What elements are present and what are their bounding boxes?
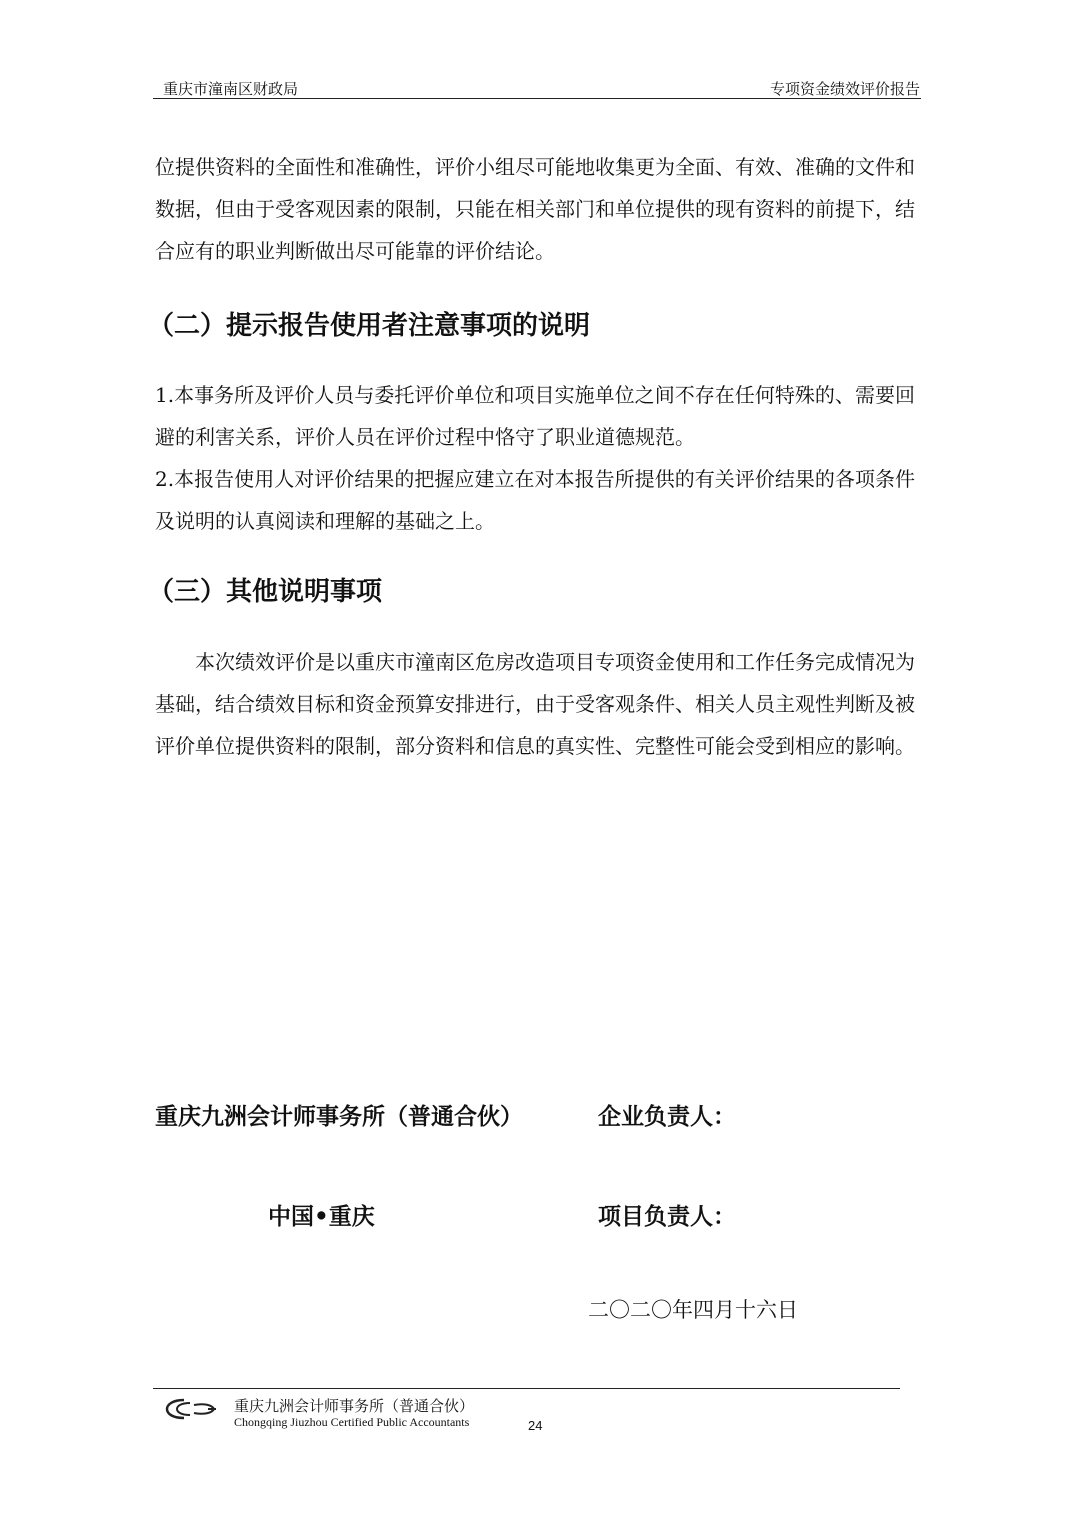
signature-firm: 重庆九洲会计师事务所（普通合伙）	[155, 1103, 523, 1130]
signature-date: 二〇二〇年四月十六日	[588, 1298, 798, 1322]
section3-heading: （三）其他说明事项	[148, 577, 383, 607]
signature-enterprise-lead: 企业负责人：	[598, 1103, 736, 1130]
footer-firm-en: Chongqing Jiuzhou Certified Public Accountants	[234, 1415, 470, 1429]
signature-location: 中国•重庆	[268, 1203, 375, 1230]
header-right-text: 专项资金绩效评价报告	[769, 80, 920, 98]
section3-paragraph: 本次绩效评价是以重庆市潼南区危房改造项目专项资金使用和工作任务完成情况为基础，结合绩效目标和资金预算安排进行，由于受客观条件、相关人员主观性判断及被评价单位提供资料的限制，部分资料和信息的真实性、完整性可能会受到相应的影响。	[155, 650, 915, 758]
section2-item-1: 1.本事务所及评价人员与委托评价单位和项目实施单位之间不存在任何特殊的、需要回避的利害关系，评价人员在评价过程中恪守了职业道德规范。	[155, 383, 915, 449]
page-number: 24	[528, 1418, 543, 1433]
section2-item-2: 2.本报告使用人对评价结果的把握应建立在对本报告所提供的有关评价结果的各项条件及说明的认真阅读和理解的基础之上。	[155, 467, 915, 533]
section2-heading: （二）提示报告使用者注意事项的说明	[148, 311, 591, 341]
header-left-text: 重庆市潼南区财政局	[163, 80, 299, 98]
firm-logo-icon	[164, 1397, 220, 1421]
footer-firm-cn: 重庆九洲会计师事务所（普通合伙）	[234, 1397, 475, 1415]
signature-project-lead: 项目负责人：	[598, 1203, 736, 1230]
header-rule	[153, 98, 921, 99]
intro-paragraph: 位提供资料的全面性和准确性，评价小组尽可能地收集更为全面、有效、准确的文件和数据，但由于受客观因素的限制，只能在相关部门和单位提供的现有资料的前提下，结合应有的职业判断做出尽可能靠的评价结论。	[155, 155, 915, 263]
footer-rule	[153, 1388, 900, 1389]
